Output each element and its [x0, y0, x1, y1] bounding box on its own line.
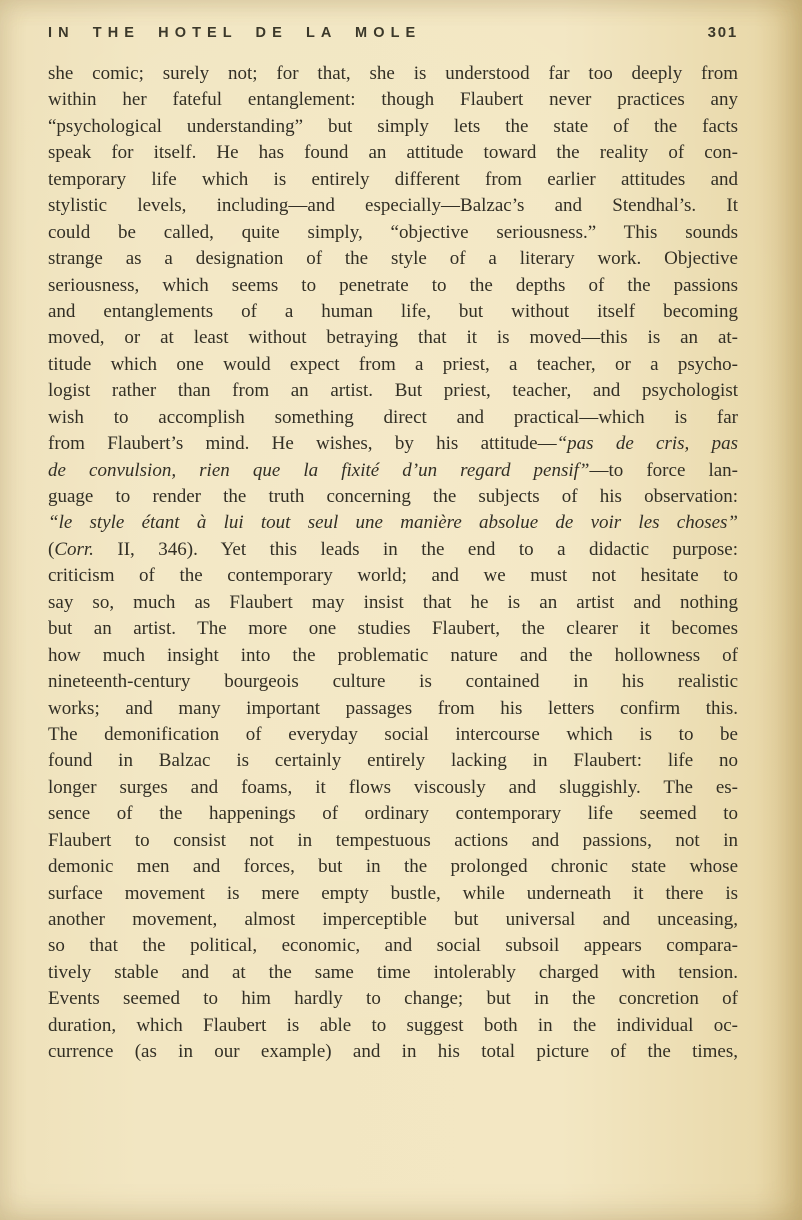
text-line: could be called, quite simply, “objective seriousness.” This sounds: [48, 221, 738, 243]
text-line: so that the political, economic, and social subsoil appears compara-: [48, 935, 738, 957]
text-line: sence of the happenings of ordinary contemporary life seemed to: [48, 803, 738, 825]
text-line: stylistic levels, including—and especially—Balzac’s and Stendhal’s. It: [48, 195, 738, 217]
text-block: [48, 61, 738, 1066]
text-line: nineteenth-century bourgeois culture is contained in his realistic: [48, 671, 738, 693]
text-line: but an artist. The more one studies Flaubert, the clearer it becomes: [48, 618, 738, 640]
text-line: (Corr. II, 346). Yet this leads in the end to a didactic purpose:: [48, 538, 738, 560]
text-line: moved, or at least without betraying that it is moved—this is an at-: [48, 327, 738, 349]
text-line: works; and many important passages from his letters confirm this.: [48, 697, 738, 719]
text-line: wish to accomplish something direct and practical—which is far: [48, 406, 738, 428]
text-line: within her fateful entanglement: though Flaubert never practices any: [48, 89, 738, 111]
text-line: logist rather than from an artist. But priest, teacher, and psychologist: [48, 380, 738, 402]
text-line: say so, much as Flaubert may insist that he is an artist and nothing: [48, 591, 738, 613]
text-line: “psychological understanding” but simply lets the state of the facts: [48, 115, 738, 137]
text-line: longer surges and foams, it flows viscously and sluggishly. The es-: [48, 776, 738, 798]
text-line: seriousness, which seems to penetrate to the depths of the passions: [48, 274, 738, 296]
text-line: currence (as in our example) and in his total picture of the times,: [48, 1041, 738, 1063]
text-line: guage to render the truth concerning the subjects of his observation:: [48, 486, 738, 507]
text-line: The demonification of everyday social intercourse which is to be: [48, 723, 738, 745]
text-line: speak for itself. He has found an attitude toward the reality of con-: [48, 142, 738, 164]
text-line: tively stable and at the same time intolerably charged with tension.: [48, 961, 738, 983]
text-line: and entanglements of a human life, but without itself becoming: [48, 300, 738, 322]
text-line: duration, which Flaubert is able to suggest both in the individual oc-: [48, 1014, 738, 1036]
text-line: de convulsion, rien que la fixité d’un regard pensif”—to force lan-: [48, 459, 738, 481]
text-line: Flaubert to consist not in tempestuous actions and passions, not in: [48, 829, 738, 851]
text-line: another movement, almost imperceptible but universal and unceasing,: [48, 909, 738, 930]
text-line: demonic men and forces, but in the prolonged chronic state whose: [48, 856, 738, 878]
text-line: surface movement is mere empty bustle, while underneath it there is: [48, 882, 738, 904]
text-line: temporary life which is entirely different from earlier attitudes and: [48, 168, 738, 190]
text-line: “le style étant à lui tout seul une manière absolue de voir les choses”: [48, 512, 738, 534]
page-number: 301: [707, 24, 738, 41]
text-line: criticism of the contemporary world; and we must not hesitate to: [48, 565, 738, 587]
running-header: [48, 24, 738, 41]
text-line: she comic; surely not; for that, she is understood far too deeply from: [48, 63, 738, 84]
text-line: Events seemed to him hardly to change; but in the concretion of: [48, 988, 738, 1010]
running-header-title: IN THE HOTEL DE LA MOLE: [48, 25, 422, 41]
text-line: how much insight into the problematic nature and the hollowness of: [48, 644, 738, 666]
text-line: titude which one would expect from a priest, a teacher, or a psycho-: [48, 353, 738, 375]
text-line: strange as a designation of the style of a literary work. Objective: [48, 248, 738, 270]
text-line: found in Balzac is certainly entirely lacking in Flaubert: life no: [48, 750, 738, 772]
text-line: from Flaubert’s mind. He wishes, by his attitude—“pas de cris, pas: [48, 433, 738, 455]
